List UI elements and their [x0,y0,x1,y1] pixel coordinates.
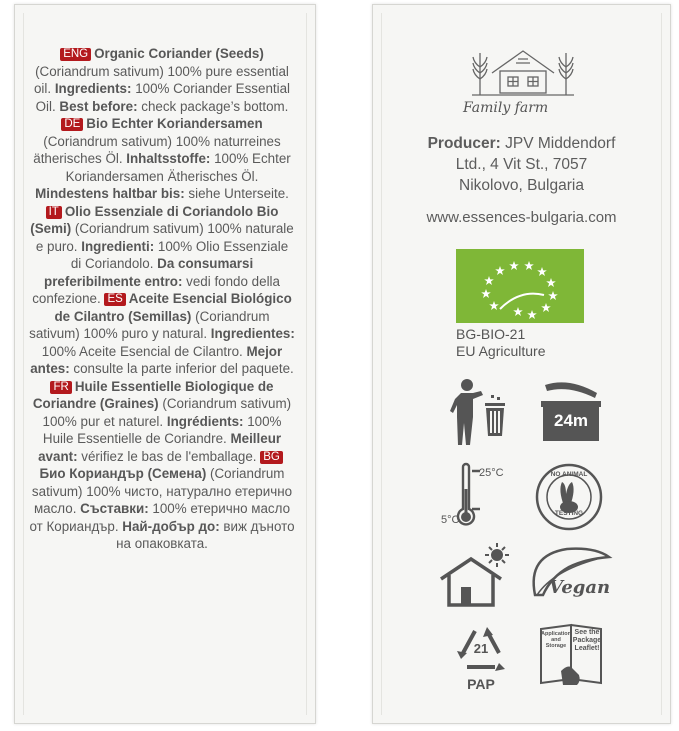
lang-tag-es: ES [104,293,125,306]
eu-agriculture-label: EU Agriculture [456,343,546,359]
brand-name: Family farm [463,100,549,116]
shelf-life-label: 24m [553,411,589,430]
lang-tag-eng: ENG [60,48,91,61]
temp-min-label: 5°C [441,514,460,526]
website-url: www.essences-bulgaria.com [426,209,617,226]
certification-text [456,326,545,360]
lang-tag-it: IT [46,206,62,219]
tidy-man-dispose-icon [447,377,509,449]
bio-code: BG-BIO-21 [456,326,526,342]
leaflet-right-text: See the Package Leaflet! [572,629,602,652]
left-package-panel [14,4,316,724]
product-name-es: Aceite Esencial Biológico de Cilantro (Semillas) [54,291,292,324]
product-name-fr: Huile Essentielle Biologique de Coriandre (Graines) [32,378,274,411]
product-name-it: Olio Essenziale di Coriandolo Bio (Semi) [30,203,279,236]
vegan-label: Vegan [549,577,611,598]
panel-fold-lines [381,13,662,715]
producer-label: Producer: [427,135,501,152]
no-animal-top-text: NO ANIMAL [550,471,588,478]
producer-address: Producer: JPV Middendorf Ltd., 4 Vit St., 7057 Nikolovo, Bulgaria [427,135,616,194]
no-animal-bottom-text: TESTING [554,510,584,517]
ingredients-text: ENG Organic Coriander (Seeds) (Coriandrum sativum) 100% pure essential oil. Ingredients: 100% Coriander Essential Oil. Best before: check package’s bottom. DE Bio Echter Koriandersamen (Coriandrum sativum) 100% naturreines ätherisches Öl. Inhaltsstoffe: 100% Echter Koriandersamen Ätherisches Öl. Mindestens haltbar bis: siehe Unterseite. IT Olio Essenziale di Coriandolo Bio (Semi) (Coriandrum sativum) 100% naturale e puro. Ingredienti: 100% Olio Essenziale di Coriandolo. Da consumarsi preferibilmente entro: vedi fondo della confezione. ES Aceite Esencial Biológico de Cilantro (Semillas) (Coriandrum sativum) 100% puro y natural. Ingredientes: 100% Aceite Esencial de Cilantro. Mejor antes: consulte la parte inferior del paquete. FR Huile Essentielle Biologique de Coriandre (Graines) (Coriandrum sativum) 100% pur et naturel. Ingrédients: 100% Huile Essentielle de Coriandre. Meilleur avant: vérifiez le bas de l'emballage. BGБио Кориандър (Семена) (Coriandrum sativum) 100% чисто, натурално етерично масло. Съставки: 100% етерично масло от Кориандър. Най-добър до: виж дъното на опаковката. [29,46,295,551]
lang-tag-fr: FR [50,381,71,394]
leaflet-left-text: Application and Storage [541,631,571,649]
store-indoors-sun-icon [437,541,517,611]
recycle-number: 21 [473,641,489,656]
product-name-bg: Био Кориандър (Семена) [39,466,207,481]
lang-tag-de: DE [61,118,83,131]
farm-house-logo-icon [468,33,578,99]
product-name-de: Bio Echter Koriandersamen [86,116,263,131]
recycle-code: PAP [467,676,495,692]
eu-organic-logo [456,249,584,323]
product-name-eng: Organic Coriander (Seeds) [94,46,264,61]
lang-tag-bg: BG [260,451,283,464]
temp-max-label: 25°C [479,467,504,479]
eu-leaf-stars-icon [456,249,584,323]
right-package-panel [372,4,671,724]
